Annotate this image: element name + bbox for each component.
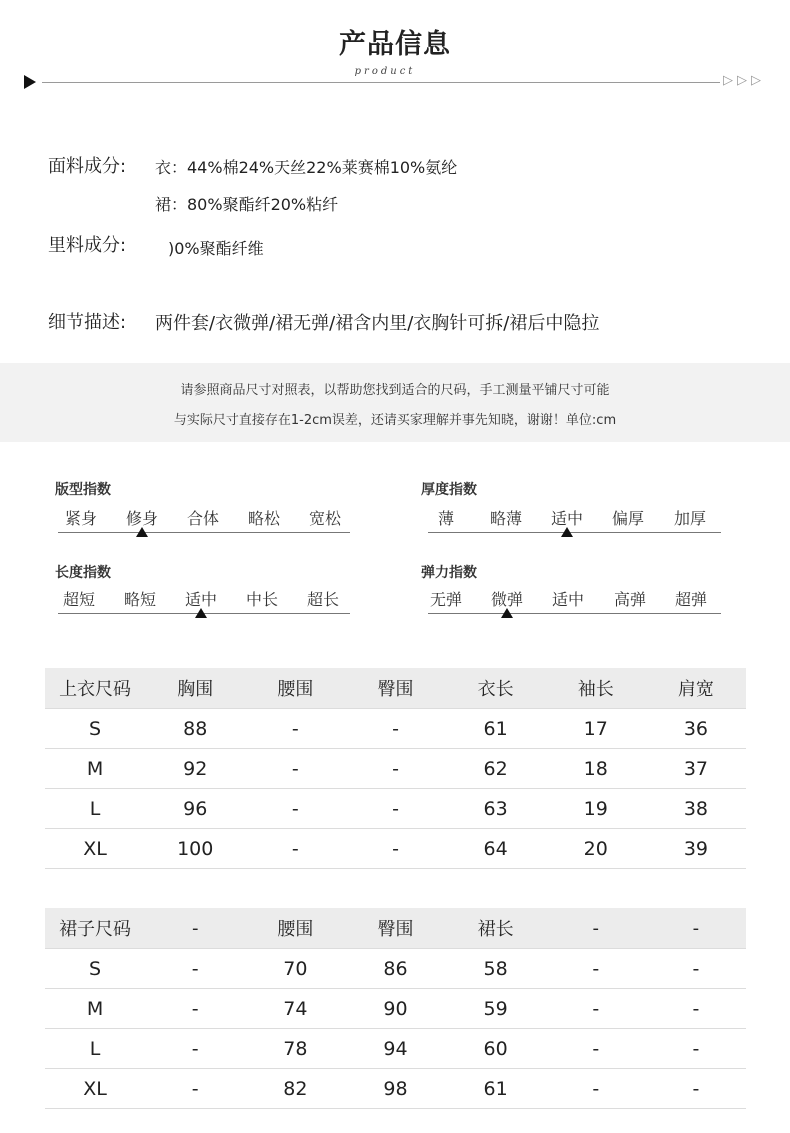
table-cell: 90 bbox=[345, 989, 445, 1029]
thickness-index-title: 厚度指数 bbox=[421, 482, 477, 498]
detail-label: 细节描述: bbox=[48, 312, 127, 333]
table-cell: 88 bbox=[145, 709, 245, 749]
top-size-table bbox=[45, 668, 746, 869]
table-header: 裙长 bbox=[446, 908, 546, 949]
elasticity-option: 适中 bbox=[551, 590, 584, 609]
elasticity-selected-marker-icon bbox=[501, 608, 513, 618]
fabric-skirt-value: 裙：80%聚酯纤20%粘纤 bbox=[155, 195, 339, 214]
thickness-option: 略薄 bbox=[489, 509, 522, 528]
table-cell: L bbox=[45, 789, 145, 829]
table-cell: 62 bbox=[446, 749, 546, 789]
table-header: 腰围 bbox=[245, 668, 345, 709]
table-cell: 60 bbox=[446, 1029, 546, 1069]
table-cell: - bbox=[245, 709, 345, 749]
table-cell: - bbox=[145, 949, 245, 989]
length-index-title: 长度指数 bbox=[55, 565, 111, 581]
elasticity-option: 超弹 bbox=[674, 590, 707, 609]
table-row bbox=[45, 709, 746, 749]
table-cell: - bbox=[546, 949, 646, 989]
table-cell: XL bbox=[45, 1069, 145, 1109]
table-row bbox=[45, 989, 746, 1029]
table-cell: 86 bbox=[345, 949, 445, 989]
table-cell: 61 bbox=[446, 709, 546, 749]
table-cell: 61 bbox=[446, 1069, 546, 1109]
fit-selected-marker-icon bbox=[136, 527, 148, 537]
fabric-label: 面料成分: bbox=[48, 156, 127, 177]
table-cell: - bbox=[145, 1069, 245, 1109]
length-option: 中长 bbox=[245, 590, 278, 609]
fit-option: 修身 bbox=[125, 509, 158, 528]
table-header: - bbox=[145, 908, 245, 949]
table-row bbox=[45, 789, 746, 829]
table-cell: - bbox=[646, 989, 746, 1029]
table-cell: 19 bbox=[546, 789, 646, 829]
table-cell: - bbox=[145, 989, 245, 1029]
size-notice-band bbox=[0, 363, 790, 442]
table-header: 衣长 bbox=[446, 668, 546, 709]
fit-option: 略松 bbox=[247, 509, 280, 528]
table-header: 袖长 bbox=[546, 668, 646, 709]
header-divider bbox=[42, 82, 720, 83]
thickness-option: 薄 bbox=[437, 509, 454, 528]
fit-index-title: 版型指数 bbox=[55, 482, 111, 498]
table-cell: 94 bbox=[345, 1029, 445, 1069]
table-header: - bbox=[546, 908, 646, 949]
table-cell: 96 bbox=[145, 789, 245, 829]
table-cell: - bbox=[345, 749, 445, 789]
thickness-option: 加厚 bbox=[673, 509, 706, 528]
table-cell: - bbox=[245, 789, 345, 829]
table-cell: - bbox=[345, 789, 445, 829]
table-header-row bbox=[45, 668, 746, 709]
table-header: 腰围 bbox=[245, 908, 345, 949]
page-title: 产品信息 bbox=[339, 29, 451, 60]
table-cell: 74 bbox=[245, 989, 345, 1029]
table-cell: 20 bbox=[546, 829, 646, 869]
table-cell: 38 bbox=[646, 789, 746, 829]
table-cell: 78 bbox=[245, 1029, 345, 1069]
fit-option: 宽松 bbox=[308, 509, 341, 528]
fit-option: 合体 bbox=[186, 509, 219, 528]
play-triangle-icon bbox=[24, 75, 36, 89]
page-subtitle: product bbox=[340, 66, 430, 77]
table-header: 臀围 bbox=[345, 908, 445, 949]
table-cell: 37 bbox=[646, 749, 746, 789]
table-cell: M bbox=[45, 749, 145, 789]
table-cell: 39 bbox=[646, 829, 746, 869]
table-header: 臀围 bbox=[345, 668, 445, 709]
table-cell: - bbox=[646, 1069, 746, 1109]
elasticity-option: 高弹 bbox=[613, 590, 646, 609]
elasticity-option: 无弹 bbox=[429, 590, 462, 609]
thickness-option: 偏厚 bbox=[611, 509, 644, 528]
table-cell: 58 bbox=[446, 949, 546, 989]
table-header: 胸围 bbox=[145, 668, 245, 709]
table-cell: 63 bbox=[446, 789, 546, 829]
table-cell: XL bbox=[45, 829, 145, 869]
table-cell: 70 bbox=[245, 949, 345, 989]
table-cell: - bbox=[245, 749, 345, 789]
table-header: 上衣尺码 bbox=[45, 668, 145, 709]
table-cell: - bbox=[546, 989, 646, 1029]
elasticity-index-scale bbox=[428, 613, 721, 614]
table-cell: - bbox=[646, 1029, 746, 1069]
table-cell: - bbox=[245, 829, 345, 869]
length-option: 超长 bbox=[306, 590, 339, 609]
table-cell: 17 bbox=[546, 709, 646, 749]
table-header: 裙子尺码 bbox=[45, 908, 145, 949]
table-cell: - bbox=[646, 949, 746, 989]
detail-value: 两件套/衣微弹/裙无弹/裙含内里/衣胸针可拆/裙后中隐拉 bbox=[155, 313, 600, 334]
length-selected-marker-icon bbox=[195, 608, 207, 618]
table-cell: 59 bbox=[446, 989, 546, 1029]
table-cell: 98 bbox=[345, 1069, 445, 1109]
table-cell: 18 bbox=[546, 749, 646, 789]
lining-value: )0%聚酯纤维 bbox=[168, 239, 264, 258]
notice-line-1: 请参照商品尺寸对照表，以帮助您找到适合的尺码，手工测量平铺尺寸可能 bbox=[180, 383, 610, 398]
length-option: 适中 bbox=[184, 590, 217, 609]
elasticity-option: 微弹 bbox=[490, 590, 523, 609]
length-option: 超短 bbox=[62, 590, 95, 609]
thickness-selected-marker-icon bbox=[561, 527, 573, 537]
table-header-row bbox=[45, 908, 746, 949]
table-row bbox=[45, 1029, 746, 1069]
skirt-size-table bbox=[45, 908, 746, 1109]
table-cell: S bbox=[45, 949, 145, 989]
table-cell: - bbox=[546, 1069, 646, 1109]
table-row bbox=[45, 749, 746, 789]
table-row bbox=[45, 1069, 746, 1109]
table-cell: 64 bbox=[446, 829, 546, 869]
table-cell: 36 bbox=[646, 709, 746, 749]
table-cell: - bbox=[345, 709, 445, 749]
lining-label: 里料成分: bbox=[48, 235, 127, 256]
triangle-outline-icons: ▷▷▷ bbox=[723, 73, 765, 88]
table-cell: L bbox=[45, 1029, 145, 1069]
table-cell: S bbox=[45, 709, 145, 749]
fit-index-scale bbox=[58, 532, 350, 533]
table-cell: 82 bbox=[245, 1069, 345, 1109]
fabric-top-value: 衣：44%棉24%天丝22%莱赛棉10%氨纶 bbox=[155, 158, 458, 177]
table-cell: 100 bbox=[145, 829, 245, 869]
notice-line-2: 与实际尺寸直接存在1-2cm误差，还请买家理解并事先知晓，谢谢！单位:cm bbox=[173, 413, 617, 428]
table-cell: - bbox=[145, 1029, 245, 1069]
elasticity-index-title: 弹力指数 bbox=[421, 565, 477, 581]
table-row bbox=[45, 829, 746, 869]
table-header: 肩宽 bbox=[646, 668, 746, 709]
table-cell: - bbox=[546, 1029, 646, 1069]
length-option: 略短 bbox=[123, 590, 156, 609]
table-cell: M bbox=[45, 989, 145, 1029]
thickness-option: 适中 bbox=[550, 509, 583, 528]
table-header: - bbox=[646, 908, 746, 949]
table-cell: 92 bbox=[145, 749, 245, 789]
thickness-index-scale bbox=[428, 532, 721, 533]
table-row bbox=[45, 949, 746, 989]
table-cell: - bbox=[345, 829, 445, 869]
fit-option: 紧身 bbox=[64, 509, 97, 528]
